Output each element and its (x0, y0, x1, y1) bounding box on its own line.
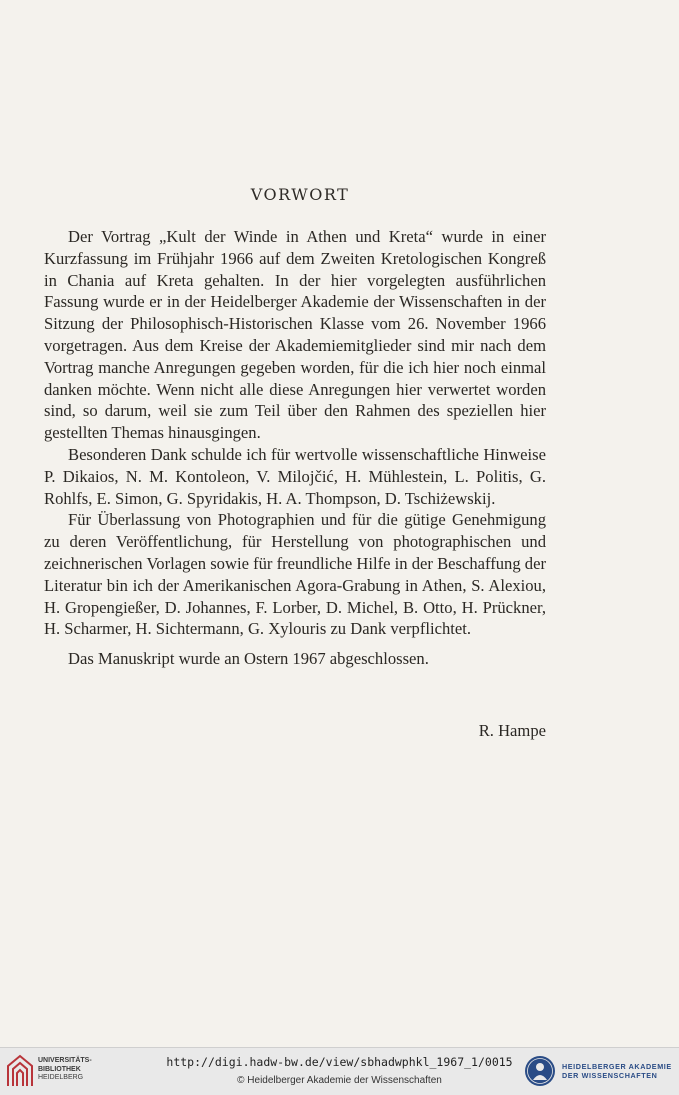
academy-name-line-1: HEIDELBERGER AKADEMIE (562, 1062, 672, 1071)
paragraph-2: Besonderen Dank schulde ich für wertvolle wissenschaftliche Hinweise P. Dikaios, N. M. Kontoleon, V. Milojčić, H. Mühlestein, L. Politis, G. Rohlfs, E. Simon, G. Spyridakis, H. A. Thompson, D. Tschiżewskij. (44, 444, 546, 508)
academy-name-line-2: DER WISSENSCHAFTEN (562, 1071, 658, 1080)
library-name-line-3: HEIDELBERG (38, 1074, 84, 1081)
library-name-line-2: BIBLIOTHEK (38, 1065, 81, 1073)
permalink-url[interactable]: http://digi.hadw-bw.de/view/sbhadwphkl_1967_1/0015 (166, 1055, 513, 1069)
academy-seal-icon[interactable] (524, 1055, 556, 1087)
preface-body (44, 226, 546, 670)
library-name-line-1: UNIVERSITÄTS- (38, 1057, 92, 1064)
paragraph-3: Für Überlassung von Photographien und für die gütige Genehmigung zu deren Veröffentlichung, für Herstellung von photographischen und zeichnerischen Vorlagen sowie für freundliche Hilfe in der Beschaffung der Literatur bin ich der Amerikanischen Agora-Grabung in Athen, S. Alexiou, H. Gropengießer, D. Johannes, F. Lorber, D. Michel, B. Otto, H. Prückner, H. Scharmer, H. Sichtermann, G. Xylouris zu Dank verpflichtet. (44, 510, 546, 639)
paragraph-1: Der Vortrag „Kult der Winde in Athen und Kreta“ wurde in einer Kurzfassung im Frühjahr 1966 auf dem Zweiten Kretologischen Kongreß in Chania auf Kreta gehalten. In der hier vorgelegten ausführlichen Fassung wurde er in der Heidelberger Akademie der Wissenschaften in der Sitzung der Philosophisch-Historischen Klasse vom 26. November 1966 vorgetragen. Aus dem Kreise der Akademiemitglieder sind mir nach dem Vortrag manche Anregungen gegeben worden, für die ich hier noch einmal danken möchte. Wenn nicht alle diese Anregungen hier verwertet worden sind, so darum, weil sie zum Teil über den Rahmen des speziellen hier gestellten Themas hinausgingen. (44, 227, 546, 443)
viewer-footer (0, 1047, 679, 1095)
paragraph-4: Das Manuskript wurde an Ostern 1967 abgeschlossen. (68, 649, 429, 669)
author-signature: R. Hampe (478, 721, 546, 740)
copyright-notice: © Heidelberger Akademie der Wissenschaften (237, 1075, 442, 1086)
academy-name[interactable] (562, 1062, 672, 1080)
page-title: VORWORT (250, 185, 350, 204)
